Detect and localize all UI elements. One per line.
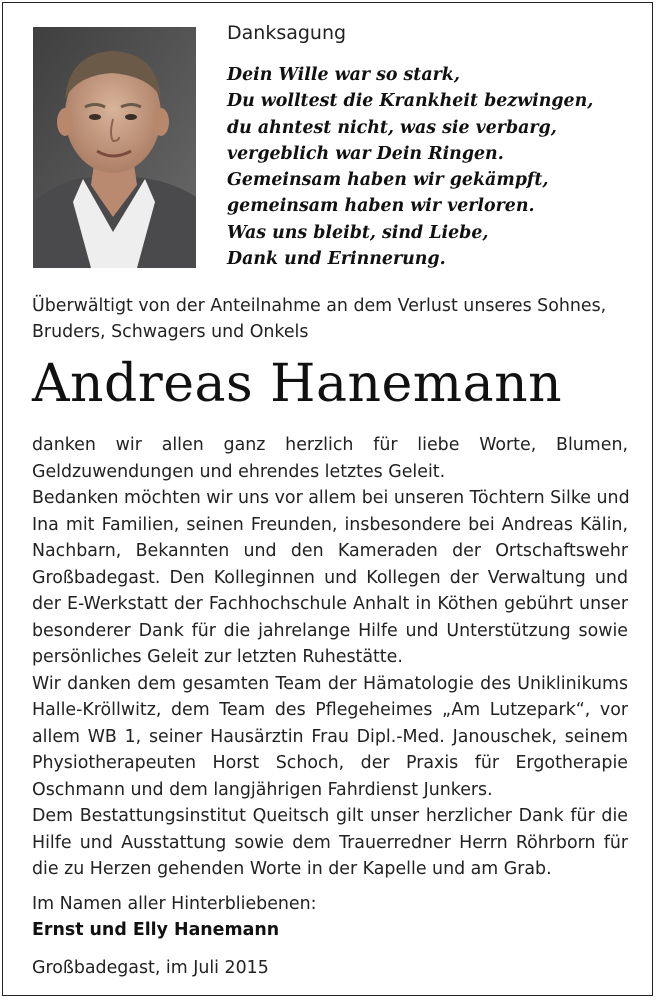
signers: Ernst und Elly Hanemann (32, 920, 280, 940)
body-line: Bedanken möchten wir uns vor allem bei unseren Töchtern Silke und (32, 488, 630, 508)
portrait-photo (33, 27, 196, 268)
body-line: Physiotherapeuten Horst Schoch, der Praxis für Ergotherapie (32, 753, 628, 773)
place-date: Großbadegast, im Juli 2015 (32, 958, 269, 978)
body-line: besonderer Dank für die jahrelange Hilfe und Unterstützung sowie (32, 620, 628, 641)
body-line: Dem Bestattungsinstitut Queitsch gilt unser herzlicher Dank für die (32, 806, 628, 826)
body-line: persönliches Geleit zur letzten Ruhestätte. (32, 647, 403, 667)
heading-danksagung: Danksagung (227, 22, 347, 44)
signature-lead: Im Namen aller Hinterbliebenen: (32, 894, 317, 914)
body-line: Großbadegast. Den Kolleginnen und Kollegen der Verwaltung und (32, 567, 628, 588)
intro-line: Überwältigt von der Anteilnahme an dem Verlust unseres Sohnes, (32, 296, 607, 316)
body-line: der E-Werkstatt der Fachhochschule Anhalt in Köthen gebührt unser (32, 594, 628, 614)
poem-line: vergeblich war Dein Ringen. (227, 143, 504, 164)
deceased-name: Andreas Hanemann (32, 354, 563, 414)
poem-line: Du wolltest die Krankheit bezwingen, (227, 91, 594, 112)
poem-line: du ahntest nicht, was sie verbarg, (227, 117, 557, 138)
body-line: Halle-Kröllwitz, dem Team des Pflegeheimes „Am Lutzepark“, vor (32, 700, 628, 720)
body-line: allem WB 1, seiner Hausärztin Frau Dipl.-Med. Janouschek, seinem (32, 726, 628, 747)
portrait-image (33, 27, 196, 268)
body-line: Ina mit Familien, seinen Freunden, insbesondere bei Andreas Kälin, (32, 514, 628, 535)
body-line: danken wir allen ganz herzlich für liebe Worte, Blumen, (32, 435, 628, 455)
poem-line: Dank und Erinnerung. (227, 249, 446, 270)
body-text (32, 432, 628, 883)
body-line: Oschmann und dem langjährigen Fahrdienst Junkers. (32, 779, 493, 800)
intro-line: Bruders, Schwagers und Onkels (32, 322, 309, 342)
body-line: die zu Herzen gehenden Worte in der Kapelle und am Grab. (32, 859, 552, 879)
poem-line: Was uns bleibt, sind Liebe, (227, 222, 489, 243)
body-line: Nachbarn, Bekannten und den Kameraden der Ortschaftswehr (32, 541, 628, 561)
body-line: Hilfe und Ausstattung sowie dem Trauerredner Herrn Röhrborn für (32, 832, 628, 853)
poem-line: gemeinsam haben wir verloren. (227, 196, 535, 217)
poem (227, 62, 593, 272)
body-line: Geldzuwendungen und ehrendes letztes Geleit. (32, 461, 446, 482)
poem-line: Dein Wille war so stark, (227, 65, 460, 85)
poem-line: Gemeinsam haben wir gekämpft, (227, 170, 549, 191)
body-line: Wir danken dem gesamten Team der Hämatologie des Uniklinikums (32, 673, 628, 694)
intro-text (32, 293, 632, 345)
